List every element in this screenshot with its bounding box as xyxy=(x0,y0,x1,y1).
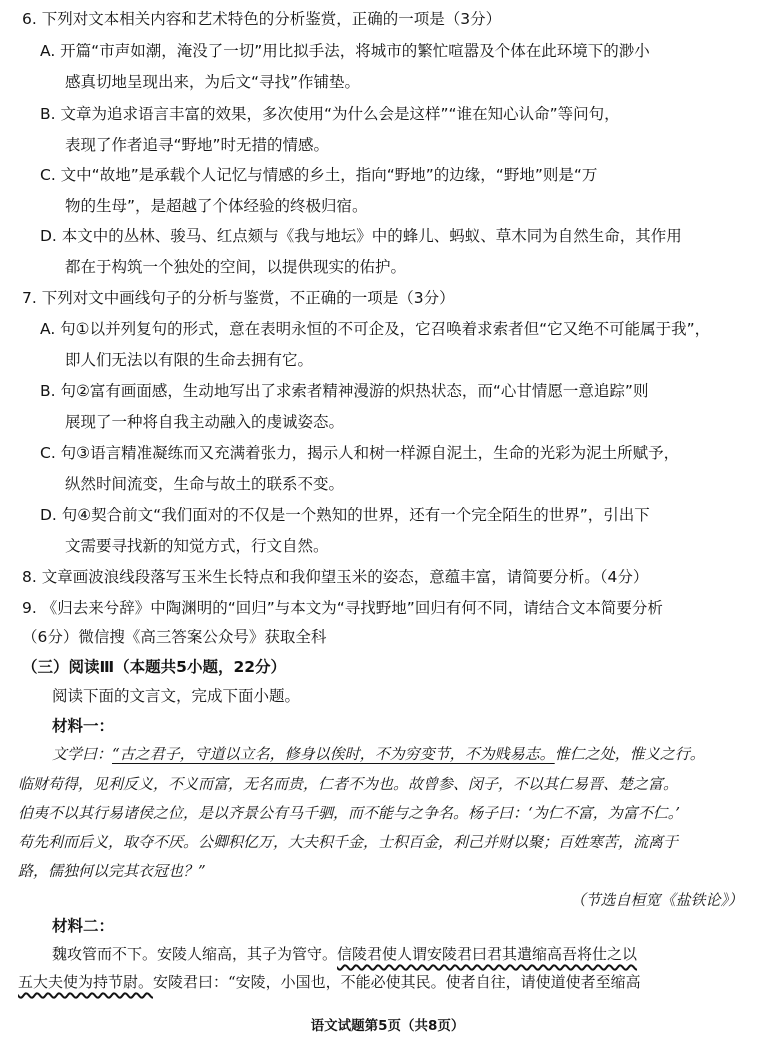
material1-line4: 苟先利而后义，取夺不厌。公卿积亿万，大夫积千金，士积百金，利己并财以聚；百姓寒苦，流离于 xyxy=(18,833,679,851)
q7-stem: 7. 下列对文中画线句子的分析与鉴赏，不正确的一项是（3分） xyxy=(22,289,455,307)
q6-option-d-line1: D. 本文中的丛林、骏马、红点颏与《我与地坛》中的蜂儿、蚂蚁、草木同为自然生命，其作用 xyxy=(40,227,682,245)
material2-line1-head: 魏攻管而不下。安陵人缩高，其子为管守。 xyxy=(52,945,338,963)
material1-line2: 临财苟得，见利反义，不义而富，无名而贵，仁者不为也。故曾参、闵子，不以其仁易晋、楚之富。 xyxy=(18,775,679,793)
material2-line1 xyxy=(52,944,637,964)
q9-stem-line2: （6分）微信搜《高三答案公众号》获取全科 xyxy=(22,628,327,646)
material1-line5: 路，儒独何以完其衣冠也？” xyxy=(18,862,206,880)
q6-option-a-line2: 感真切地呈现出来，为后文“寻找”作铺垫。 xyxy=(65,73,361,91)
q6-option-b-line1: B. 文章为追求语言丰富的效果，多次使用“为什么会是这样”“谁在知心认命”等问句， xyxy=(40,105,620,123)
q6-option-a-line1: A. 开篇“市声如潮，淹没了一切”用比拟手法，将城市的繁忙喧嚣及个体在此环境下的渺小 xyxy=(40,42,650,60)
q6-stem: 6. 下列对文本相关内容和艺术特色的分析鉴赏，正确的一项是（3分） xyxy=(22,10,502,28)
q8-stem: 8. 文章画波浪线段落写玉米生长特点和我仰望玉米的姿态，意蕴丰富，请简要分析。（4分） xyxy=(22,568,649,586)
q7-option-c-line2: 纵然时间流变，生命与故土的联系不变。 xyxy=(65,475,345,493)
q7-option-d-line1: D. 句④契合前文“我们面对的不仅是一个熟知的世界，还有一个完全陌生的世界”，引出下 xyxy=(40,506,650,524)
q6-option-b-line2: 表现了作者追寻“野地”时无措的情感。 xyxy=(65,136,330,154)
q6-option-d-line2: 都在于构筑一个独处的空间，以提供现实的佑护。 xyxy=(65,258,407,276)
page-footer: 语文试题第5页（共8页） xyxy=(310,1018,465,1034)
q6-option-c-line2: 物的生母”，是超越了个体经验的终极归宿。 xyxy=(65,197,368,215)
material1-speaker: 文学曰： xyxy=(52,745,113,763)
material2-line2 xyxy=(18,972,641,992)
material2-wavy-sentence-part1: 信陵君使人谓安陵君曰君其遣缩高吾将仕之以 xyxy=(337,945,638,963)
q7-option-a-line2: 即人们无法以有限的生命去拥有它。 xyxy=(65,351,314,369)
q7-option-a-line1: A. 句①以并列复句的形式，意在表明永恒的不可企及，它召唤着求索者但“它又绝不可能属于我”， xyxy=(40,320,711,338)
q7-option-b-line1: B. 句②富有画面感，生动地写出了求索者精神漫游的炽热状态，而“心甘情愿一意追踪”则 xyxy=(40,382,649,400)
q6-option-c-line1: C. 文中“故地”是承载个人记忆与情感的乡土，指向“野地”的边缘，“野地”则是“万 xyxy=(40,166,598,184)
material1-line1 xyxy=(52,744,705,764)
material1-source: （节选自桓宽《盐铁论》） xyxy=(570,891,743,909)
material2-label: 材料二： xyxy=(52,917,115,935)
material2-wavy-sentence-part2: 五大夫使为持节尉。 xyxy=(18,973,154,991)
material1-underlined-sentence: “古之君子，守道以立名，修身以俟时，不为穷变节，不为贱易志。 xyxy=(112,745,555,763)
q9-stem-line1: 9. 《归去来兮辞》中陶渊明的“回归”与本文为“寻找野地”回归有何不同，请结合文本简要分析 xyxy=(22,599,663,617)
section-instruction: 阅读下面的文言文，完成下面小题。 xyxy=(52,687,301,705)
material1-label: 材料一： xyxy=(52,717,115,735)
q7-option-d-line2: 文需要寻找新的知觉方式，行文自然。 xyxy=(65,537,329,555)
section-title: （三）阅读Ⅲ（本题共5小题，22分） xyxy=(22,658,287,676)
material1-line3: 伯夷不以其行易诸侯之位，是以齐景公有马千驷，而不能与之争名。杨子曰：‘为仁不富，为富不仁。’ xyxy=(18,804,681,822)
q7-option-c-line1: C. 句③语言精准凝练而又充满着张力，揭示人和树一样源自泥土，生命的光彩为泥土所赋予， xyxy=(40,444,680,462)
material2-line2-tail: 安陵君曰：“安陵，小国也，不能必使其民。使者自往，请使道使者至缩高 xyxy=(153,973,641,991)
material1-line1-tail: 惟仁之处，惟义之行。 xyxy=(554,745,705,763)
q7-option-b-line2: 展现了一种将自我主动融入的虔诚姿态。 xyxy=(65,413,345,431)
